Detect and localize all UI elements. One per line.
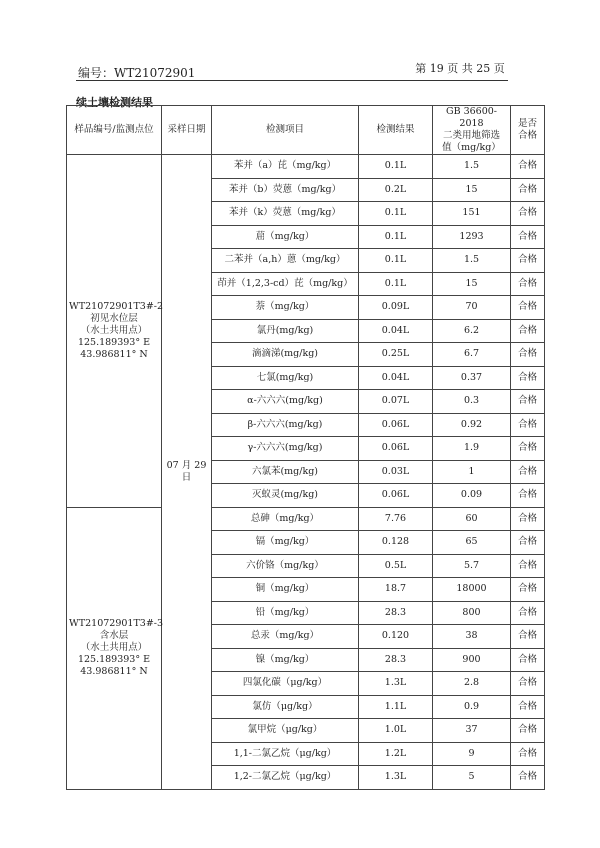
judgment-cell: 合格: [511, 366, 545, 390]
result-cell: 0.06L: [359, 413, 433, 437]
document-number: 编号：WT21072901: [78, 66, 196, 80]
limit-cell: 38: [433, 625, 511, 649]
section-title: 续土壤检测结果: [76, 96, 153, 109]
test-item-cell: 六价铬（mg/kg）: [212, 554, 359, 578]
result-cell: 7.76: [359, 507, 433, 531]
test-item-cell: 1,2-二氯乙烷（μg/kg）: [212, 766, 359, 790]
judgment-cell: 合格: [511, 695, 545, 719]
judgment-cell: 合格: [511, 484, 545, 508]
sample-info-line: 43.986811° N: [80, 348, 148, 360]
judgment-cell: 合格: [511, 155, 545, 179]
limit-cell: 5.7: [433, 554, 511, 578]
test-item-cell: 氯丹(mg/kg): [212, 319, 359, 343]
judgment-cell: 合格: [511, 742, 545, 766]
test-item-cell: 四氯化碳（μg/kg）: [212, 672, 359, 696]
sample-info-line: （水土共用点）: [80, 324, 148, 336]
header-sample: 样品编号/监测点位: [67, 106, 162, 155]
result-cell: 0.128: [359, 531, 433, 555]
result-cell: 0.1L: [359, 155, 433, 179]
limit-cell: 800: [433, 601, 511, 625]
test-item-cell: 苯并（k）荧蒽（mg/kg）: [212, 202, 359, 226]
result-cell: 0.04L: [359, 366, 433, 390]
limit-cell: 0.3: [433, 390, 511, 414]
page-indicator: 第 19 页 共 25 页: [415, 62, 505, 75]
limit-cell: 70: [433, 296, 511, 320]
header-limit-line: 二类用地筛选: [442, 130, 500, 141]
judgment-cell: 合格: [511, 507, 545, 531]
result-cell: 0.06L: [359, 437, 433, 461]
result-cell: 1.2L: [359, 742, 433, 766]
result-cell: 0.120: [359, 625, 433, 649]
judgment-cell: 合格: [511, 225, 545, 249]
limit-cell: 6.7: [433, 343, 511, 367]
test-item-cell: 氯甲烷（μg/kg）: [212, 719, 359, 743]
test-item-cell: 铅（mg/kg）: [212, 601, 359, 625]
header-date: 采样日期: [162, 106, 212, 155]
test-item-cell: 六氯苯(mg/kg): [212, 460, 359, 484]
judgment-cell: 合格: [511, 625, 545, 649]
limit-cell: 2.8: [433, 672, 511, 696]
result-cell: 1.0L: [359, 719, 433, 743]
result-cell: 0.09L: [359, 296, 433, 320]
judgment-cell: 合格: [511, 460, 545, 484]
result-cell: 0.1L: [359, 202, 433, 226]
test-item-cell: 铜（mg/kg）: [212, 578, 359, 602]
limit-cell: 60: [433, 507, 511, 531]
limit-cell: 1: [433, 460, 511, 484]
table-header-row: [67, 106, 545, 155]
limit-cell: 1.9: [433, 437, 511, 461]
limit-cell: 0.09: [433, 484, 511, 508]
test-item-cell: γ-六六六(mg/kg): [212, 437, 359, 461]
sample-info-line: 43.986811° N: [80, 666, 148, 677]
limit-cell: 15: [433, 178, 511, 202]
judgment-cell: 合格: [511, 272, 545, 296]
header-judge: [511, 106, 545, 155]
limit-cell: 0.37: [433, 366, 511, 390]
table-body: [67, 155, 545, 790]
header-limit-line: GB 36600-2018: [445, 106, 498, 129]
sample-info-line: 125.189393° E: [77, 654, 151, 665]
sampling-date-cell: 07 月 29 日: [162, 155, 212, 790]
sample-id-cell: [67, 155, 162, 508]
test-item-cell: 镍（mg/kg）: [212, 648, 359, 672]
limit-cell: 1.5: [433, 155, 511, 179]
test-item-cell: 二苯并（a,h）蒽（mg/kg）: [212, 249, 359, 273]
sample-info-line: 125.189393° E: [77, 336, 151, 348]
judgment-cell: 合格: [511, 343, 545, 367]
limit-cell: 0.9: [433, 695, 511, 719]
result-cell: 28.3: [359, 601, 433, 625]
judgment-cell: 合格: [511, 178, 545, 202]
judgment-cell: 合格: [511, 531, 545, 555]
result-cell: 0.25L: [359, 343, 433, 367]
test-item-cell: 总汞（mg/kg）: [212, 625, 359, 649]
judgment-cell: 合格: [511, 413, 545, 437]
limit-cell: 65: [433, 531, 511, 555]
sample-info-line: （水土共用点）: [80, 642, 148, 653]
test-item-cell: 茚并（1,2,3-cd）芘（mg/kg）: [212, 272, 359, 296]
judgment-cell: 合格: [511, 554, 545, 578]
test-item-cell: 七氯(mg/kg): [212, 366, 359, 390]
result-cell: 0.1L: [359, 225, 433, 249]
sample-info-line: 含水层: [99, 630, 129, 641]
table-row: [67, 507, 545, 531]
judgment-cell: 合格: [511, 648, 545, 672]
judgment-cell: 合格: [511, 766, 545, 790]
header-limit-line: 值（mg/kg）: [442, 142, 501, 153]
sample-info-line: 初见水位层: [90, 312, 138, 324]
test-item-cell: 总砷（mg/kg）: [212, 507, 359, 531]
limit-cell: 1293: [433, 225, 511, 249]
judgment-cell: 合格: [511, 672, 545, 696]
result-cell: 1.3L: [359, 672, 433, 696]
header-result: 检测结果: [359, 106, 433, 155]
test-item-cell: β-六六六(mg/kg): [212, 413, 359, 437]
sample-info-line: WT21072901T3#-3: [69, 618, 164, 629]
result-cell: 0.06L: [359, 484, 433, 508]
results-table: [66, 105, 545, 790]
limit-cell: 18000: [433, 578, 511, 602]
result-cell: 18.7: [359, 578, 433, 602]
result-cell: 0.07L: [359, 390, 433, 414]
test-item-cell: 1,1-二氯乙烷（μg/kg）: [212, 742, 359, 766]
judgment-cell: 合格: [511, 296, 545, 320]
judgment-cell: 合格: [511, 578, 545, 602]
header-judge-line: 是否: [517, 118, 537, 129]
sample-id-cell: [67, 507, 162, 789]
test-item-cell: 灭蚁灵(mg/kg): [212, 484, 359, 508]
limit-cell: 900: [433, 648, 511, 672]
header-divider: [76, 80, 508, 81]
judgment-cell: 合格: [511, 601, 545, 625]
limit-cell: 1.5: [433, 249, 511, 273]
header-item: 检测项目: [212, 106, 359, 155]
limit-cell: 151: [433, 202, 511, 226]
header-judge-line: 合格: [517, 130, 537, 141]
test-item-cell: α-六六六(mg/kg): [212, 390, 359, 414]
result-cell: 0.2L: [359, 178, 433, 202]
test-item-cell: 苯并（a）芘（mg/kg）: [212, 155, 359, 179]
judgment-cell: 合格: [511, 390, 545, 414]
judgment-cell: 合格: [511, 249, 545, 273]
result-cell: 0.5L: [359, 554, 433, 578]
result-cell: 28.3: [359, 648, 433, 672]
result-cell: 0.1L: [359, 249, 433, 273]
limit-cell: 0.92: [433, 413, 511, 437]
limit-cell: 37: [433, 719, 511, 743]
test-item-cell: 萘（mg/kg）: [212, 296, 359, 320]
table-row: [67, 155, 545, 179]
result-cell: 0.03L: [359, 460, 433, 484]
test-item-cell: 氯仿（μg/kg）: [212, 695, 359, 719]
limit-cell: 5: [433, 766, 511, 790]
judgment-cell: 合格: [511, 437, 545, 461]
result-cell: 0.1L: [359, 272, 433, 296]
judgment-cell: 合格: [511, 719, 545, 743]
result-cell: 0.04L: [359, 319, 433, 343]
test-item-cell: 䓛（mg/kg）: [212, 225, 359, 249]
header-limit: [433, 106, 511, 155]
result-cell: 1.1L: [359, 695, 433, 719]
judgment-cell: 合格: [511, 319, 545, 343]
test-item-cell: 苯并（b）荧蒽（mg/kg）: [212, 178, 359, 202]
judgment-cell: 合格: [511, 202, 545, 226]
limit-cell: 15: [433, 272, 511, 296]
sample-info-line: WT21072901T3#-2: [69, 300, 164, 312]
test-item-cell: 镉（mg/kg）: [212, 531, 359, 555]
limit-cell: 9: [433, 742, 511, 766]
test-item-cell: 滴滴涕(mg/kg): [212, 343, 359, 367]
limit-cell: 6.2: [433, 319, 511, 343]
result-cell: 1.3L: [359, 766, 433, 790]
